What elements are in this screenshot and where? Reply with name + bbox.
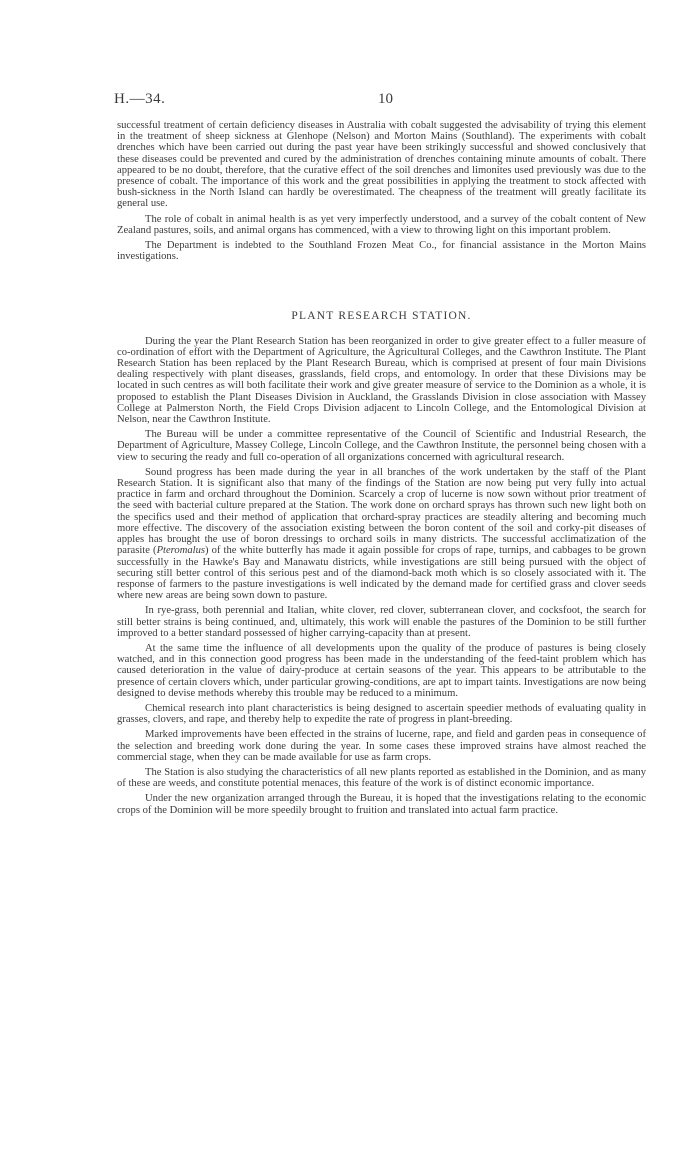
paragraph-text: Sound progress has been made during the year in all branches of the work undertaken by the staff of the Plant Research Station. It is significant also that many of the findings of the Station are now being put very fully into actual practice in farm and orchard throughout the Dominion. Scarcely a crop of lucerne is now sown without prior treatment of the seed with bacterial culture prepared at the Station. The work done on orchard sprays has thrown such new light both on the specifics used and their method of application that orchard-spray practices are steadily altering and becoming much more effective. The discovery of the association existing between the boron content of the soil and corky-pit diseases of apples has brought the use of boron dressings to orchard soils in many districts. The successful acclimatization of the parasite ( [117,466,646,557]
report-reference: H.—34. [114,91,166,107]
intro-paragraph: successful treatment of certain deficiency diseases in Australia with cobalt suggested the advisability of trying this element in the treatment of sheep sickness at Glenhope (Nelson) and Morton Mains (Southland). The experiments with cobalt drenches which have been carried out during the past year have been strikingly successful and showed conclusively that these diseases could be prevented and cured by the administration of drenches containing minute amounts of cobalt. There appeared to be no doubt, therefore, that the curative effect of the soil drenches and limonites used previously was due to the presence of cobalt. The importance of this work and the great possibilities in applying the treatment to stock affected with bush-sickness in the North Island can hardly be overestimated. The cheapness of the treatment will greatly facilitate its general use. [117,120,646,210]
intro-paragraph: The role of cobalt in animal health is as yet very imperfectly understood, and a survey of the cobalt content of New Zealand pastures, soils, and animal organs has commenced, with a view to throwing light on this important problem. [117,213,646,236]
section-paragraph: Chemical research into plant characteristics is being designed to ascertain speedier methods of evaluating quality in grasses, clovers, and rape, and thereby help to expedite the rate of progress in plant-breeding. [117,702,646,726]
section-paragraph: The Station is also studying the characteristics of all new plants reported as established in the Dominion, and as many of these are weeds, and constitute potential menaces, this feature of the work is of distinct economic importance. [117,766,646,790]
section-title: PLANT RESEARCH STATION. [291,310,472,323]
page-number: 10 [378,91,393,107]
document-body [117,120,646,820]
section-paragraph: Marked improvements have been effected in the strains of lucerne, rape, and field and garden peas in consequence of the selection and breeding work done during the year. In some cases these improved strains have almost reached the commercial stage, when they can be made available for use as farm crops. [117,729,646,763]
section-paragraph: The Bureau will be under a committee representative of the Council of Scientific and Industrial Research, the Department of Agriculture, Massey College, Lincoln College, and the Cawthron Institute, the personnel being chosen with a view to securing the ready and full co-operation of all organizations concerned with agricultural research. [117,429,646,463]
section-paragraph: During the year the Plant Research Station has been reorganized in order to give greater effect to a fuller measure of co-ordination of effort with the Department of Agriculture, the Agricultural Colleges, and the Cawthron Institute. The Plant Research Station has been replaced by the Plant Research Bureau, which is comprised at present of four main Divisions dealing respectively with plant diseases, grasslands, field crops, and entomology. In order that these Divisions may be located in such centres as will both facilitate their work and give greater measure of service to the Dominion as a whole, it is proposed to establish the Plant Diseases Division in Auckland, the Grasslands Division in close association with Massey College at Palmerston North, the Field Crops Division adjacent to Lincoln College, and the Entomological Division at Nelson, near the Cawthron Institute. [117,335,646,426]
species-name: Pteromalus [156,545,206,557]
intro-paragraph: The Department is indebted to the Southland Frozen Meat Co., for financial assistance in the Morton Mains investigations. [117,240,646,263]
paragraph-text: ) of the white butterfly has made it again possible for crops of rape, turnips, and cabbages to be grown successfully in the Hawke's Bay and Manawatu districts, while investigations are still being pursued with the object of securing still better control of this serious pest and of the diamond-back moth which is so closely associated with it. The response of farmers to the pasture investigations is well indicated by the demand made for certified grass and clover seeds where new areas are being sown down to pasture. [117,545,646,602]
section-paragraph: At the same time the influence of all developments upon the quality of the produce of pastures is being closely watched, and in this connection good progress has been made in the understanding of the feed-taint problem which has caused deterioration in the value of dairy-produce at certain seasons of the year. This appears to be attributable to the presence of certain clovers which, under particular growing-conditions, are apt to impart taints. Investigations are now being designed to devise methods whereby this trouble may be reduced to a minimum. [117,642,646,699]
section-paragraph [117,467,646,601]
section-paragraph: Under the new organization arranged through the Bureau, it is hoped that the investigations relating to the economic crops of the Dominion will be more speedily brought to fruition and translated into actual farm practice. [117,793,646,816]
page-header [114,91,648,111]
section-paragraph: In rye-grass, both perennial and Italian, white clover, red clover, subterranean clover, and cocksfoot, the search for still better strains is being continued, and, ultimately, this work will enable the pastures of the Dominion to be still further improved to a better standard possessed of higher carrying-capacity than at present. [117,605,646,639]
